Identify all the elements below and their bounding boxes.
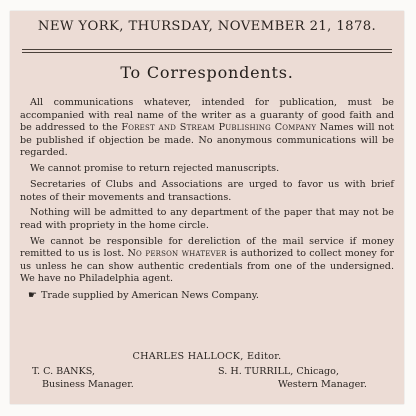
- paragraph-communications: [20, 97, 394, 160]
- double-rule-top: [22, 49, 392, 50]
- paragraph-text: We cannot be responsible for dereliction of the mail service if money remitted to us is lost.: [20, 235, 394, 260]
- signature-name: T. C. BANKS,: [32, 366, 96, 377]
- paragraph-text: is authorized to collect money for us unless he can show authentic credentials from one of the undersigned. We have no Philadelphia agent.: [20, 248, 394, 285]
- publisher-name: Forest and Stream Publishing Company: [121, 122, 317, 134]
- trade-text: Trade supplied by American News Company.: [40, 290, 259, 302]
- paragraph-manuscripts: We cannot promise to return rejected manuscripts.: [30, 163, 280, 175]
- signature-title: Business Manager.: [42, 378, 134, 390]
- paragraph-propriety: Nothing will be admitted to any department of the paper that may not be read with propriety in the home circle.: [20, 207, 394, 231]
- trade-notice: [20, 290, 394, 303]
- dateline: NEW YORK, THURSDAY, NOVEMBER 21, 1878.: [37, 19, 377, 34]
- paragraph-text: All communications whatever, intended for publication, must be accompanied with real name of the writer as a guaranty of good faith and be addressed to the: [20, 97, 394, 134]
- page-title: To Correspondents.: [120, 63, 294, 82]
- paragraph-text: Names will not be published if objection be made. No anonymous communications will be regarded.: [20, 122, 394, 159]
- paragraph-mail-service: [20, 236, 394, 286]
- editor-line: CHARLES HALLOCK, Editor.: [132, 351, 282, 362]
- newspaper-clipping: [10, 11, 404, 404]
- signature-name: S. H. TURRILL, Chicago,: [218, 366, 340, 377]
- pointing-hand-icon: ☛: [28, 290, 37, 302]
- article-body: [20, 97, 394, 303]
- signature-title: Western Manager.: [278, 378, 367, 390]
- double-rule-bottom: [22, 52, 392, 53]
- emphasis-text: No person whatever: [127, 248, 227, 260]
- paragraph-secretaries: Secretaries of Clubs and Associations are urged to favor us with brief notes of their movements and transactions.: [20, 178, 394, 203]
- signature-business-manager: [32, 366, 134, 391]
- signature-western-manager: [218, 366, 367, 391]
